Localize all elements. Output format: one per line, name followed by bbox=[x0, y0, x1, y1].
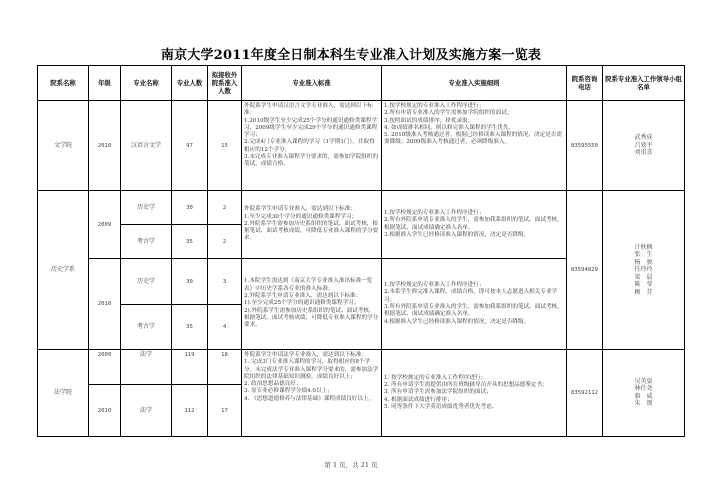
count-cell: 35 bbox=[172, 225, 208, 259]
quota-cell: 18 bbox=[208, 350, 242, 385]
rules-line: 1.按学校规定的专业准入工作程序进行； bbox=[384, 103, 485, 109]
header-row bbox=[38, 66, 685, 101]
grade-cell: 2009 bbox=[89, 191, 121, 259]
table-row bbox=[38, 350, 685, 385]
group-cell bbox=[603, 350, 685, 437]
standard-line: 3.未完成专业准入课程学分要求的，需参加学院组织的笔试，成绩合格。 bbox=[244, 154, 378, 168]
rules-line: 4. 如成绩排名相同，则以修完准入课程的学生优先。 bbox=[384, 124, 515, 131]
rules-line: 5. 同等条件下大学英语成绩优秀者优先考虑。 bbox=[384, 403, 498, 410]
quota-cell: 3 bbox=[208, 259, 242, 305]
group-names: 吴英姿 林仕尧 骆 威 朱 颂 bbox=[634, 377, 653, 408]
table-row bbox=[38, 191, 685, 225]
page-footer: 第 1 页，共 21 页 bbox=[324, 461, 378, 469]
quota-cell: 2 bbox=[208, 225, 242, 259]
standard-line: 1.至少完成30个学分的通识通修类课程学习； bbox=[244, 213, 358, 220]
quota-cell: 15 bbox=[208, 101, 242, 191]
standard-line: 外院系学生申请汉语言文学专业准入，需达到以下标准： bbox=[244, 103, 373, 117]
major-cell: 历史学 bbox=[121, 259, 172, 305]
rules-line: 1.按学校规定的专业准入工作程序进行； bbox=[384, 282, 485, 289]
standard-line: 1).至少完成25个学分的通识通修类课程学习； bbox=[244, 300, 360, 307]
header-major: 专业名称 bbox=[121, 66, 172, 101]
dept-cell: 法学院 bbox=[38, 350, 89, 437]
header-quota: 拟接收外院系准入人数 bbox=[208, 66, 242, 101]
standard-line: 4. 《思想道德修养与法律基础》课程成绩良好以上。 bbox=[244, 395, 375, 402]
count-cell: 112 bbox=[172, 385, 208, 437]
quota-cell: 17 bbox=[208, 385, 242, 437]
count-cell: 30 bbox=[172, 259, 208, 305]
major-cell: 考古学 bbox=[121, 305, 172, 350]
rules-line: 2.所有外院系申请专业准入的学生，需参加我系组织的笔试、面试考核，根据笔试、面试成绩确定准入名单。 bbox=[384, 217, 563, 231]
rules-line: 3. 所有申请学生需参加法学院组织的面试； bbox=[384, 389, 492, 396]
standard-cell bbox=[242, 191, 382, 259]
header-rules: 专业准入实施细则 bbox=[382, 66, 567, 101]
group-names: 计秋枫 张 生 杨 骏 任玲玲 梁 晨 陈 莹 顾 芬 bbox=[634, 243, 653, 296]
rules-line: 4.根据准入学生已经修读准入课程的情况，决定是否降级。 bbox=[384, 318, 530, 325]
standard-cell bbox=[242, 259, 382, 350]
phone-cell: 83592112 bbox=[567, 350, 603, 437]
standard-cell bbox=[242, 101, 382, 191]
header-count: 专业人数 bbox=[172, 66, 208, 101]
grade-cell: 2010 bbox=[89, 101, 121, 191]
count-cell: 30 bbox=[172, 191, 208, 225]
table-row bbox=[38, 101, 685, 191]
header-dept: 院系名称 bbox=[38, 66, 89, 101]
standard-line: 1.2010级学生至少完成25个学分的通识通修类课程学习，2009级学生至少完成29个学分的通识通修类课程学习； bbox=[244, 117, 378, 139]
grade-cell: 2009 bbox=[89, 350, 121, 385]
major-cell: 历史学 bbox=[121, 191, 172, 225]
major-cell: 法学 bbox=[121, 350, 172, 385]
rules-line: 3.根据准入学生已经修读准入课程的情况，决定是否降级。 bbox=[384, 231, 530, 238]
rules-line: 2. 所有申请学生需提供由所在班级辅导员开具的思想品德鉴定书； bbox=[384, 382, 548, 389]
standard-line: 1.本院学生需达到《南京大学专业准入准出标准一览表》中历史学系各专业的准入标准； bbox=[244, 278, 373, 292]
document-title: 南京大学2011年度全日制本科生专业准入计划及实施方案一览表 bbox=[160, 48, 542, 63]
standard-cell bbox=[242, 350, 382, 437]
rules-line: 3.所有外院系申请专业准入的学生，需参加我系组织的笔试、面试考核，根据笔试、面试成绩确定准入名单。 bbox=[384, 304, 563, 318]
phone-cell: 83595550 bbox=[567, 101, 603, 191]
rules-line: 2.本系学生修完准入课程，成绩合格，即可按本人志愿进入相关专业学习； bbox=[384, 289, 558, 303]
header-phone: 院系咨询电话 bbox=[567, 66, 603, 101]
rules-line: 4. 根据面试成绩进行排序； bbox=[384, 396, 453, 403]
rules-line: 1. 按学校规定的专业准入工作程序进行； bbox=[384, 374, 487, 381]
quota-cell: 4 bbox=[208, 305, 242, 350]
major-cell: 法学 bbox=[121, 385, 172, 437]
grade-cell: 2010 bbox=[89, 385, 121, 437]
standard-line: 2).外院系学生需参加历史系组织的笔试、面试考核，根据笔试、面试考核成绩，可降低专业准入课程的学分要求。 bbox=[244, 307, 379, 329]
dept-cell: 历史学系 bbox=[38, 191, 89, 350]
count-cell: 35 bbox=[172, 305, 208, 350]
admission-plan-table bbox=[37, 65, 685, 437]
group-names: 武秀成 吕效平 刘重喜 bbox=[634, 134, 653, 156]
standard-line: 2.外院系学生需参加历史系组织的笔试、面试考核，根据笔试、面试考核成绩，可降低专业准入课程的学分要求。 bbox=[244, 220, 379, 242]
standard-line: 3. 原专业必修课程学分绩4.0以上； bbox=[244, 388, 333, 395]
grade-cell: 2010 bbox=[89, 259, 121, 350]
major-cell: 考古学 bbox=[121, 225, 172, 259]
rules-cell bbox=[382, 350, 567, 437]
dept-cell: 文学院 bbox=[38, 101, 89, 191]
header-standard: 专业准入标准 bbox=[242, 66, 382, 101]
count-cell: 119 bbox=[172, 350, 208, 385]
group-cell bbox=[603, 101, 685, 191]
quota-cell: 2 bbox=[208, 191, 242, 225]
rules-cell bbox=[382, 191, 567, 259]
group-cell bbox=[603, 191, 685, 350]
count-cell: 97 bbox=[172, 101, 208, 191]
rules-cell bbox=[382, 101, 567, 191]
rules-line: 3.按照面试的成绩排序，择优录取； bbox=[384, 117, 474, 124]
major-cell: 汉语言文学 bbox=[121, 101, 172, 191]
standard-line: 外院系学生申请法学专业准入，需达到以下标准： bbox=[244, 352, 368, 358]
header-group: 院系专业准入工作领导小组名单 bbox=[603, 66, 685, 101]
standard-line: 2.外院系学生申请专业准入，需达到以下标准： bbox=[244, 293, 362, 300]
rules-cell bbox=[382, 259, 567, 350]
standard-line: 1. 完成3门专业准入课程的学习，取得相应的8个学分。未完成法学专业准入课程学分要求的，需参加法学院组织的法律基础知识测验，成绩良好以上； bbox=[244, 359, 379, 380]
rules-line: 5. 2010级准入考核通过者，根据已经修读准入课程的情况，决定是否需要降级；2009级准入考核通过者，必须降级准入。 bbox=[384, 132, 562, 146]
standard-line: 外院系学生申请专业准入，需达到以下标准： bbox=[244, 206, 356, 213]
phone-cell: 83594829 bbox=[567, 191, 603, 350]
rules-line: 2.所有申请专业准入的学生需参加学院组织的面试； bbox=[384, 110, 513, 117]
rules-line: 1.按学校规定的专业准入工作程序进行； bbox=[384, 209, 485, 216]
header-grade: 年级 bbox=[89, 66, 121, 101]
standard-line: 2. 政治思想品德良好； bbox=[244, 381, 302, 388]
standard-line: 2.完成4门专业准入课程的学习（1学期1门），并取得相应的12个学分。 bbox=[244, 139, 375, 153]
